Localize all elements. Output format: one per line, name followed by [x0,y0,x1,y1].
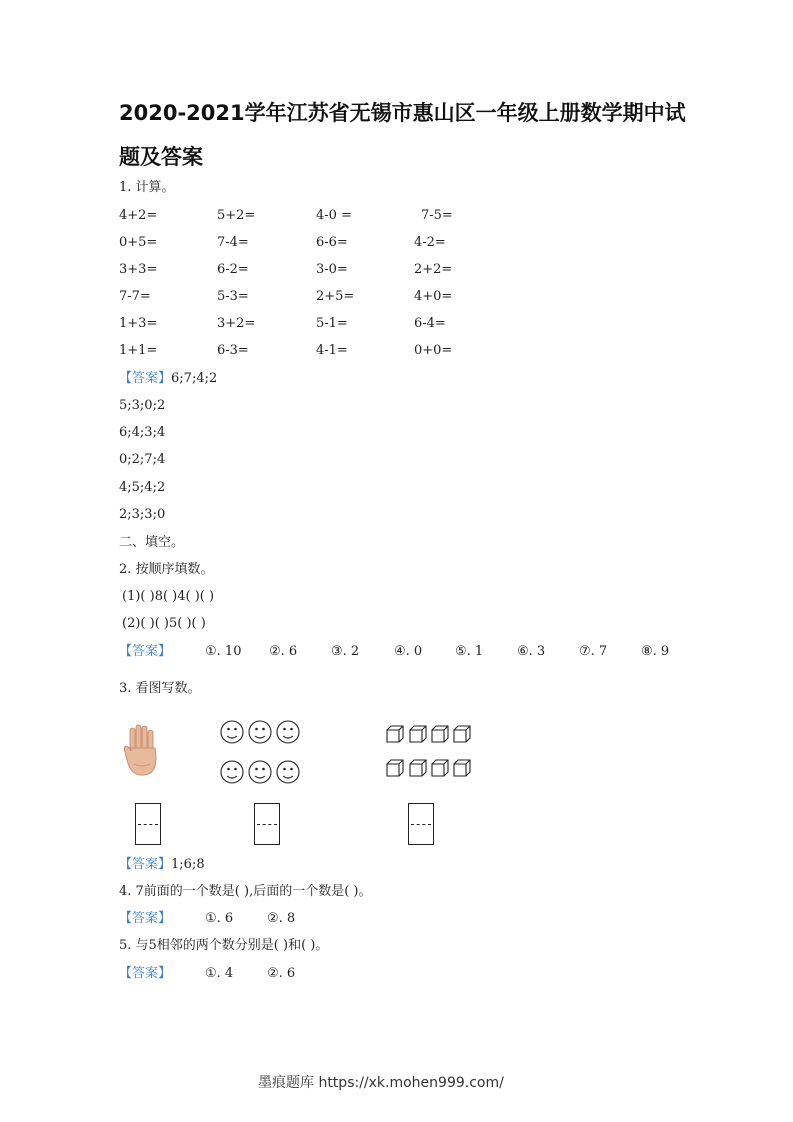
q1-expr: 6-2= [217,262,249,277]
q1-expr: 3-0= [316,262,348,277]
q1-expr: 5-3= [217,289,249,304]
q2-heading: 2. 按顺序填数。 [119,562,214,577]
q1-expr: 2+2= [414,262,453,277]
q1-heading: 1. 计算。 [119,180,175,195]
answer-label: 【答案】 [119,644,172,659]
q1-expr: 7-7= [119,289,151,304]
smiley-faces-image [218,718,304,788]
answer-line: 2;3;3;0 [119,507,166,522]
q1-expr: 6-3= [217,343,249,358]
q5-question: 5. 与5相邻的两个数分别是( )和( )。 [119,938,329,953]
answer-item: ②. 8 [267,911,296,926]
q2-line2: (2)( )( )5( )( ) [122,616,206,631]
answer-item: ①. 6 [205,911,234,926]
answer-line: 4;5;4;2 [119,480,166,495]
q1-expr: 5-1= [316,316,348,331]
answer-label: 【答案】 [119,911,172,926]
answer-box[interactable] [408,803,434,845]
q1-expr: 4+2= [119,208,158,223]
answer-item: ④. 0 [394,644,423,659]
answer-label: 【答案】 [119,966,172,981]
q1-expr: 7-5= [421,208,453,223]
document-title-line2: 题及答案 [119,145,203,169]
answer-item: ⑧. 9 [641,644,670,659]
answer-label: 【答案】 [119,857,172,872]
answer-item: ①. 4 [205,966,234,981]
q3-heading: 3. 看图写数。 [119,681,201,696]
q1-expr: 0+0= [414,343,453,358]
answer-line: 6;4;3;4 [119,425,166,440]
cubes-image [386,724,476,778]
answer-label: 【答案】 [119,371,172,386]
answer-item: ⑥. 3 [517,644,546,659]
section-heading: 二、填空。 [119,535,185,550]
footer-source-link[interactable]: 墨痕题库 https://xk.mohen999.com/ [258,1075,504,1091]
q3-answer [119,857,205,873]
answer-line: 0;2;7;4 [119,452,166,467]
q1-expr: 0+5= [119,235,158,250]
q1-expr: 6-6= [316,235,348,250]
q1-expr: 3+3= [119,262,158,277]
q1-expr: 5+2= [217,208,256,223]
answer-item: ③. 2 [331,644,360,659]
q4-question: 4. 7前面的一个数是( ),后面的一个数是( )。 [119,884,372,899]
answer-line: 5;3;0;2 [119,398,166,413]
q1-expr: 1+3= [119,316,158,331]
q1-expr: 4-1= [316,343,348,358]
hand-image [122,724,164,778]
answer-item: ⑦. 7 [579,644,608,659]
q1-expr: 7-4= [217,235,249,250]
q1-expr: 3+2= [217,316,256,331]
answer-item: ⑤. 1 [455,644,484,659]
q1-expr: 4-2= [414,235,446,250]
answer-line: 6;7;4;2 [171,371,218,386]
answer-item: ②. 6 [267,966,296,981]
q1-expr: 6-4= [414,316,446,331]
q1-expr: 1+1= [119,343,158,358]
document-title-line1: 2020-2021学年江苏省无锡市惠山区一年级上册数学期中试 [119,101,686,125]
answer-box[interactable] [254,803,280,845]
q1-expr: 4+0= [414,289,453,304]
answer-box[interactable] [135,803,161,845]
q1-expr: 2+5= [316,289,355,304]
answer-text: 1;6;8 [171,857,205,872]
q1-expr: 4-0 = [316,208,352,223]
answer-item: ②. 6 [269,644,298,659]
q2-line1: (1)( )8( )4( )( ) [122,589,215,604]
answer-item: ①. 10 [205,644,242,659]
